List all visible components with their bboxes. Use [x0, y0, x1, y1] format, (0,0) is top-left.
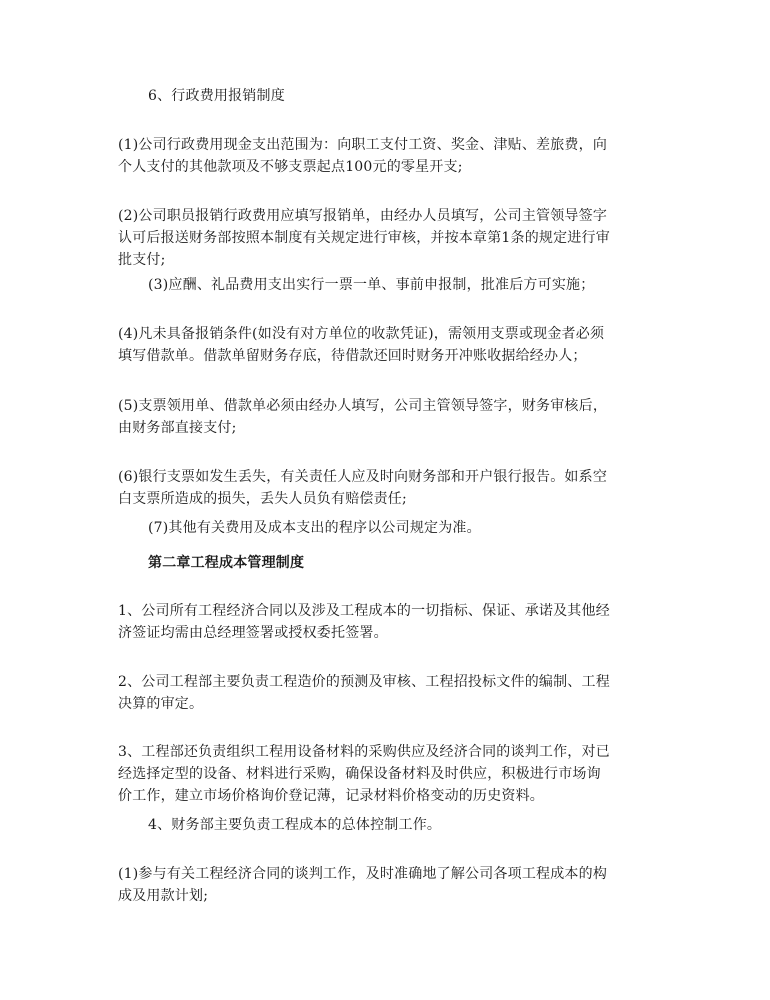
paragraph-line: (1)公司行政费用现金支出范围为：向职工支付工资、奖金、津贴、差旅费，向	[118, 137, 608, 153]
paragraph-line: (3)应酬、礼品费用支出实行一票一单、事前申报制，批准后方可实施；	[148, 277, 595, 293]
paragraph-line: 填写借款单。借款单留财务存底，待借款还回时财务开冲账收据给经办人；	[118, 348, 587, 364]
paragraph-line: 个人支付的其他款项及不够支票起点100元的零星开支;	[118, 159, 463, 175]
section-heading: 6、行政费用报销制度	[148, 88, 285, 104]
paragraph-line: (6)银行支票如发生丢失，有关责任人应及时向财务部和开户银行报告。如系空	[118, 469, 608, 485]
paragraph-line: 由财务部直接支付;	[118, 420, 237, 436]
paragraph-line: 1、公司所有工程经济合同以及涉及工程成本的一切指标、保证、承诺及其他经	[118, 603, 610, 619]
paragraph-line: 价工作，建立市场价格询价登记薄，记录材料价格变动的历史资料。	[118, 788, 544, 804]
paragraph-line: 成及用款计划;	[118, 888, 209, 904]
paragraph-line: (5)支票领用单、借款单必须由经办人填写，公司主管领导签字，财务审核后，	[118, 398, 608, 414]
paragraph-line: 白支票所造成的损失，丢失人员负有赔偿责任;	[118, 491, 407, 507]
paragraph-line: (4)凡未具备报销条件(如没有对方单位的收款凭证)，需领用支票或现金者必须	[118, 326, 605, 342]
paragraph-line: (2)公司职员报销行政费用应填写报销单，由经办人员填写，公司主管领导签字	[118, 208, 608, 224]
paragraph-line: 3、工程部还负责组织工程用设备材料的采购供应及经济合同的谈判工作，对已	[118, 744, 610, 760]
paragraph-line: 2、公司工程部主要负责工程造价的预测及审核、工程招投标文件的编制、工程	[118, 674, 610, 690]
paragraph-line: 济签证均需由总经理签署或授权委托签署。	[118, 625, 388, 641]
paragraph-line: 认可后报送财务部按照本制度有关规定进行审核，并按本章第1条的规定进行审	[118, 230, 610, 246]
chapter-heading: 第二章工程成本管理制度	[148, 555, 305, 571]
paragraph-line: 决算的审定。	[118, 696, 204, 712]
paragraph-line: (1)参与有关工程经济合同的谈判工作，及时准确地了解公司各项工程成本的构	[118, 866, 608, 882]
paragraph-line: 经选择定型的设备、材料进行采购，确保设备材料及时供应，积极进行市场询	[118, 766, 601, 782]
paragraph-line: 4、财务部主要负责工程成本的总体控制工作。	[148, 817, 442, 833]
paragraph-line: 批支付;	[118, 252, 166, 268]
paragraph-line: (7)其他有关费用及成本支出的程序以公司规定为准。	[148, 520, 481, 536]
